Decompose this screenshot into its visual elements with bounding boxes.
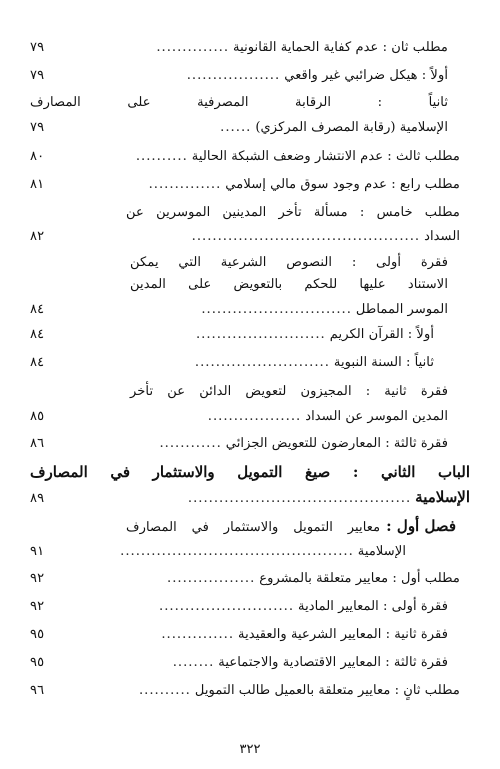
- entry-title: مطلب أول : معايير متعلقة بالمشروع: [259, 571, 460, 586]
- dot-leader: ............................................: [191, 229, 421, 244]
- entry-title-line: فقرة ثانية : المجيزون لتعويض الدائن عن تأخر: [130, 384, 448, 399]
- page-number: ٩٦: [30, 683, 45, 698]
- page-number: ٨١: [30, 177, 45, 192]
- dot-leader: ..........: [135, 149, 188, 164]
- page-footer-number: ٣٢٢: [239, 742, 261, 757]
- page-number: ٩٢: [30, 571, 45, 586]
- page-number: ٧٩: [30, 120, 45, 135]
- toc-entry: [30, 625, 448, 644]
- toc-entry: [30, 38, 448, 57]
- dot-leader: ...........................................: [187, 491, 412, 506]
- entry-title-line: مطلب خامس : مسألة تأخر المدينين الموسرين عن: [126, 205, 460, 220]
- toc-entry: [30, 253, 448, 319]
- toc-entry: [30, 681, 460, 700]
- page-number: ٨٤: [30, 302, 45, 317]
- page-number: ٧٩: [30, 68, 45, 83]
- toc-entry: [30, 653, 448, 672]
- entry-title: أولاً : القرآن الكريم: [329, 327, 434, 342]
- toc-entry: [30, 147, 460, 166]
- dot-leader: ......: [220, 120, 252, 135]
- toc-entry: [30, 434, 448, 453]
- dot-leader: ............: [159, 436, 222, 451]
- dot-leader: ........: [172, 655, 215, 670]
- entry-title: فقرة ثالثة : المعايير الاقتصادية والاجتماعية: [218, 655, 448, 670]
- page-number: ٧٩: [30, 40, 45, 55]
- dot-leader: .................: [167, 571, 256, 586]
- toc-entry: [30, 93, 448, 137]
- dot-leader: .........................: [195, 327, 326, 342]
- toc-entry: [30, 597, 448, 616]
- entry-title: فقرة ثالثة : المعارضون للتعويض الجزائي: [225, 436, 448, 451]
- page-number: ٨٢: [30, 229, 45, 244]
- toc-entry: [30, 203, 460, 246]
- entry-title: الإسلامية (رقابة المصرف المركزي): [255, 120, 448, 135]
- entry-title: فقرة ثانية : المعايير الشرعية والعقيدية: [238, 627, 448, 642]
- entry-title: مطلب ثانٍ : معايير متعلقة بالعميل طالب التمويل: [194, 683, 460, 698]
- section-label: فصل أول :: [386, 517, 456, 535]
- dot-leader: .............................: [201, 302, 352, 317]
- page-number: ٩١: [30, 544, 45, 559]
- entry-title: مطلب رابع : عدم وجود سوق مالي إسلامي: [225, 177, 460, 192]
- section-title: معايير التمويل والاستثمار في المصارف: [126, 520, 381, 535]
- dot-leader: ..........: [138, 683, 191, 698]
- page-number: ٨٤: [30, 355, 45, 370]
- toc-entry: [30, 382, 448, 426]
- toc-entry: [30, 66, 448, 85]
- dot-leader: ..................: [207, 409, 302, 424]
- entry-title-line: ثانياً : الرقابة المصرفية على المصارف: [30, 95, 448, 110]
- entry-title: ثانياً : السنة النبوية: [333, 355, 434, 370]
- entry-title: المدين الموسر عن السداد: [305, 409, 448, 424]
- dot-leader: ..........................: [159, 599, 295, 614]
- page-number: ٨٤: [30, 327, 45, 342]
- toc-entry: [30, 325, 434, 344]
- entry-title: فقرة أولى : المعايير المادية: [298, 599, 448, 614]
- entry-title: الموسر المماطل: [355, 302, 448, 317]
- toc-entry: [30, 175, 460, 194]
- entry-title: مطلب ثالث : عدم الانتشار وضعف الشبكة الحالية: [191, 149, 460, 164]
- chapter-title-line: الباب الثاني : صيغ التمويل والاستثمار في المصارف: [30, 463, 470, 481]
- chapter-title: الإسلامية: [415, 488, 470, 506]
- toc-entry: [30, 569, 460, 588]
- page-number: ٨٠: [30, 149, 45, 164]
- page-number: ٨٦: [30, 436, 45, 451]
- page-number: ٩٥: [30, 627, 45, 642]
- dot-leader: ..........................: [194, 355, 330, 370]
- dot-leader: ..............: [161, 627, 235, 642]
- page-number: ٨٩: [30, 491, 45, 506]
- entry-title: مطلب ثان : عدم كفاية الحماية القانونية: [233, 40, 448, 55]
- page-number: ٨٥: [30, 409, 45, 424]
- section-title-line: الإسلامية: [357, 544, 406, 559]
- toc-chapter-entry: [30, 463, 470, 507]
- toc-section-entry: [30, 517, 456, 561]
- toc-entry: [30, 353, 434, 372]
- entry-title-line: الاستناد عليها للحكم بالتعويض على المدين: [130, 277, 448, 292]
- entry-title: أولاً : هيكل ضرائبي غير واقعي: [284, 68, 448, 83]
- page-number: ٩٥: [30, 655, 45, 670]
- entry-title: السداد: [424, 229, 460, 244]
- dot-leader: ..................: [186, 68, 281, 83]
- dot-leader: .............................................: [120, 544, 354, 559]
- page-number: ٩٢: [30, 599, 45, 614]
- dot-leader: ..............: [156, 40, 230, 55]
- dot-leader: ..............: [148, 177, 222, 192]
- entry-title-line: فقرة أولى : النصوص الشرعية التي يمكن: [130, 255, 448, 270]
